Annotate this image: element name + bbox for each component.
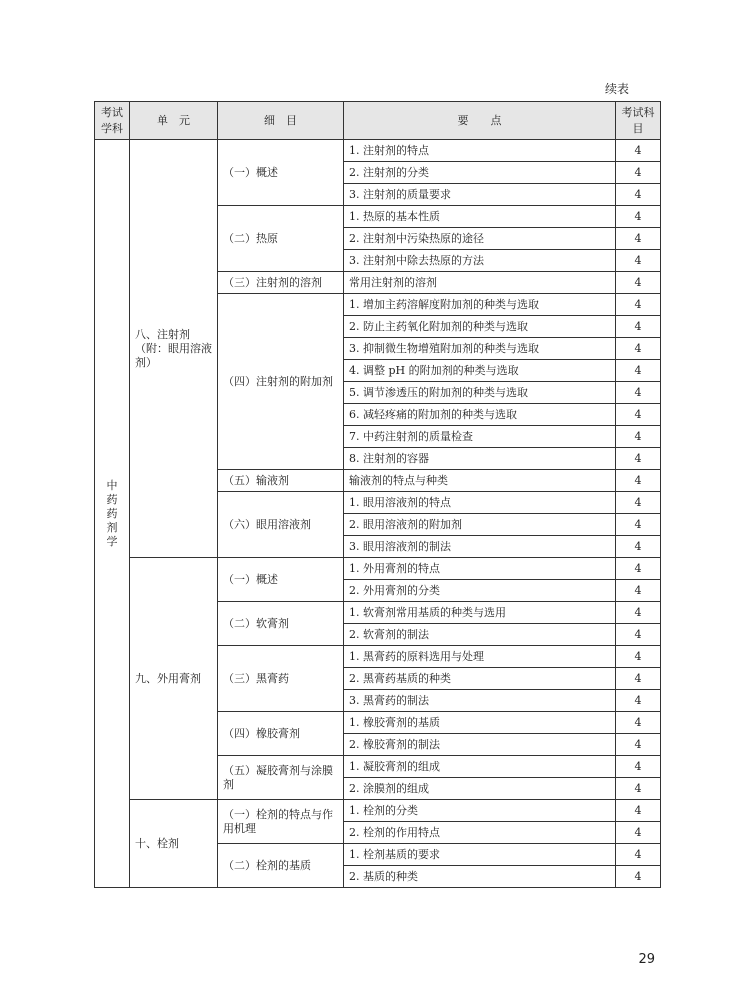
point-cell: 常用注射剂的溶剂 [344, 272, 616, 294]
point-cell: 2. 注射剂的分类 [344, 162, 616, 184]
level-cell: 4 [616, 492, 661, 514]
table-row [95, 558, 661, 580]
item-cell: （三）注射剂的溶剂 [218, 272, 344, 294]
point-cell: 2. 基质的种类 [344, 866, 616, 888]
level-cell: 4 [616, 426, 661, 448]
level-cell: 4 [616, 184, 661, 206]
table-body [95, 140, 661, 888]
level-cell: 4 [616, 624, 661, 646]
item-cell: （四）注射剂的附加剂 [218, 294, 344, 470]
level-cell: 4 [616, 580, 661, 602]
level-cell: 4 [616, 690, 661, 712]
point-cell: 2. 防止主药氧化附加剂的种类与选取 [344, 316, 616, 338]
header-level: 考试科目 [616, 102, 661, 140]
level-cell: 4 [616, 558, 661, 580]
point-cell: 8. 注射剂的容器 [344, 448, 616, 470]
continued-label: 续表 [604, 82, 629, 96]
level-cell: 4 [616, 778, 661, 800]
level-cell: 4 [616, 536, 661, 558]
point-cell: 1. 凝胶膏剂的组成 [344, 756, 616, 778]
point-cell: 1. 外用膏剂的特点 [344, 558, 616, 580]
point-cell: 1. 眼用溶液剂的特点 [344, 492, 616, 514]
level-cell: 4 [616, 756, 661, 778]
level-cell: 4 [616, 844, 661, 866]
item-cell: （三）黑膏药 [218, 646, 344, 712]
table-row [95, 140, 661, 162]
point-cell: 7. 中药注射剂的质量检查 [344, 426, 616, 448]
point-cell: 1. 黑膏药的原料选用与处理 [344, 646, 616, 668]
point-cell: 3. 抑制微生物增殖附加剂的种类与选取 [344, 338, 616, 360]
point-cell: 2. 涂膜剂的组成 [344, 778, 616, 800]
point-cell: 3. 黑膏药的制法 [344, 690, 616, 712]
level-cell: 4 [616, 646, 661, 668]
point-cell: 4. 调整 pH 的附加剂的种类与选取 [344, 360, 616, 382]
point-cell: 1. 增加主药溶解度附加剂的种类与选取 [344, 294, 616, 316]
item-cell: （四）橡胶膏剂 [218, 712, 344, 756]
header-item: 细 目 [218, 102, 344, 140]
page-number: 29 [638, 952, 655, 967]
subject-cell [95, 140, 130, 888]
level-cell: 4 [616, 272, 661, 294]
header-point: 要 点 [344, 102, 616, 140]
level-cell: 4 [616, 668, 661, 690]
level-cell: 4 [616, 228, 661, 250]
point-cell: 1. 热原的基本性质 [344, 206, 616, 228]
header-row [95, 102, 661, 140]
point-cell: 1. 栓剂基质的要求 [344, 844, 616, 866]
point-cell: 2. 栓剂的作用特点 [344, 822, 616, 844]
point-cell: 1. 橡胶膏剂的基质 [344, 712, 616, 734]
subject-label: 中药药剂学 [106, 478, 118, 548]
unit-cell: 十、栓剂 [130, 800, 218, 888]
level-cell: 4 [616, 404, 661, 426]
point-cell: 输液剂的特点与种类 [344, 470, 616, 492]
item-cell: （五）凝胶膏剂与涂膜剂 [218, 756, 344, 800]
point-cell: 6. 减轻疼痛的附加剂的种类与选取 [344, 404, 616, 426]
point-cell: 1. 栓剂的分类 [344, 800, 616, 822]
level-cell: 4 [616, 602, 661, 624]
level-cell: 4 [616, 866, 661, 888]
item-cell: （六）眼用溶液剂 [218, 492, 344, 558]
point-cell: 3. 眼用溶液剂的制法 [344, 536, 616, 558]
level-cell: 4 [616, 206, 661, 228]
level-cell: 4 [616, 250, 661, 272]
table-row [95, 800, 661, 822]
point-cell: 2. 注射剂中污染热原的途径 [344, 228, 616, 250]
level-cell: 4 [616, 316, 661, 338]
level-cell: 4 [616, 360, 661, 382]
item-cell: （一）概述 [218, 140, 344, 206]
item-cell: （二）软膏剂 [218, 602, 344, 646]
level-cell: 4 [616, 294, 661, 316]
point-cell: 3. 注射剂中除去热原的方法 [344, 250, 616, 272]
level-cell: 4 [616, 162, 661, 184]
point-cell: 2. 软膏剂的制法 [344, 624, 616, 646]
item-cell: （五）输液剂 [218, 470, 344, 492]
point-cell: 2. 外用膏剂的分类 [344, 580, 616, 602]
syllabus-table [94, 101, 661, 888]
point-cell: 3. 注射剂的质量要求 [344, 184, 616, 206]
level-cell: 4 [616, 338, 661, 360]
point-cell: 1. 注射剂的特点 [344, 140, 616, 162]
level-cell: 4 [616, 448, 661, 470]
point-cell: 2. 黑膏药基质的种类 [344, 668, 616, 690]
unit-cell: 九、外用膏剂 [130, 558, 218, 800]
level-cell: 4 [616, 734, 661, 756]
point-cell: 1. 软膏剂常用基质的种类与选用 [344, 602, 616, 624]
header-unit: 单 元 [130, 102, 218, 140]
point-cell: 5. 调节渗透压的附加剂的种类与选取 [344, 382, 616, 404]
header-subject: 考试学科 [95, 102, 130, 140]
level-cell: 4 [616, 514, 661, 536]
point-cell: 2. 眼用溶液剂的附加剂 [344, 514, 616, 536]
level-cell: 4 [616, 712, 661, 734]
item-cell: （一）栓剂的特点与作用机理 [218, 800, 344, 844]
level-cell: 4 [616, 470, 661, 492]
level-cell: 4 [616, 140, 661, 162]
level-cell: 4 [616, 822, 661, 844]
unit-cell: 八、注射剂（附：眼用溶液剂） [130, 140, 218, 558]
item-cell: （一）概述 [218, 558, 344, 602]
point-cell: 2. 橡胶膏剂的制法 [344, 734, 616, 756]
level-cell: 4 [616, 382, 661, 404]
item-cell: （二）栓剂的基质 [218, 844, 344, 888]
level-cell: 4 [616, 800, 661, 822]
item-cell: （二）热原 [218, 206, 344, 272]
